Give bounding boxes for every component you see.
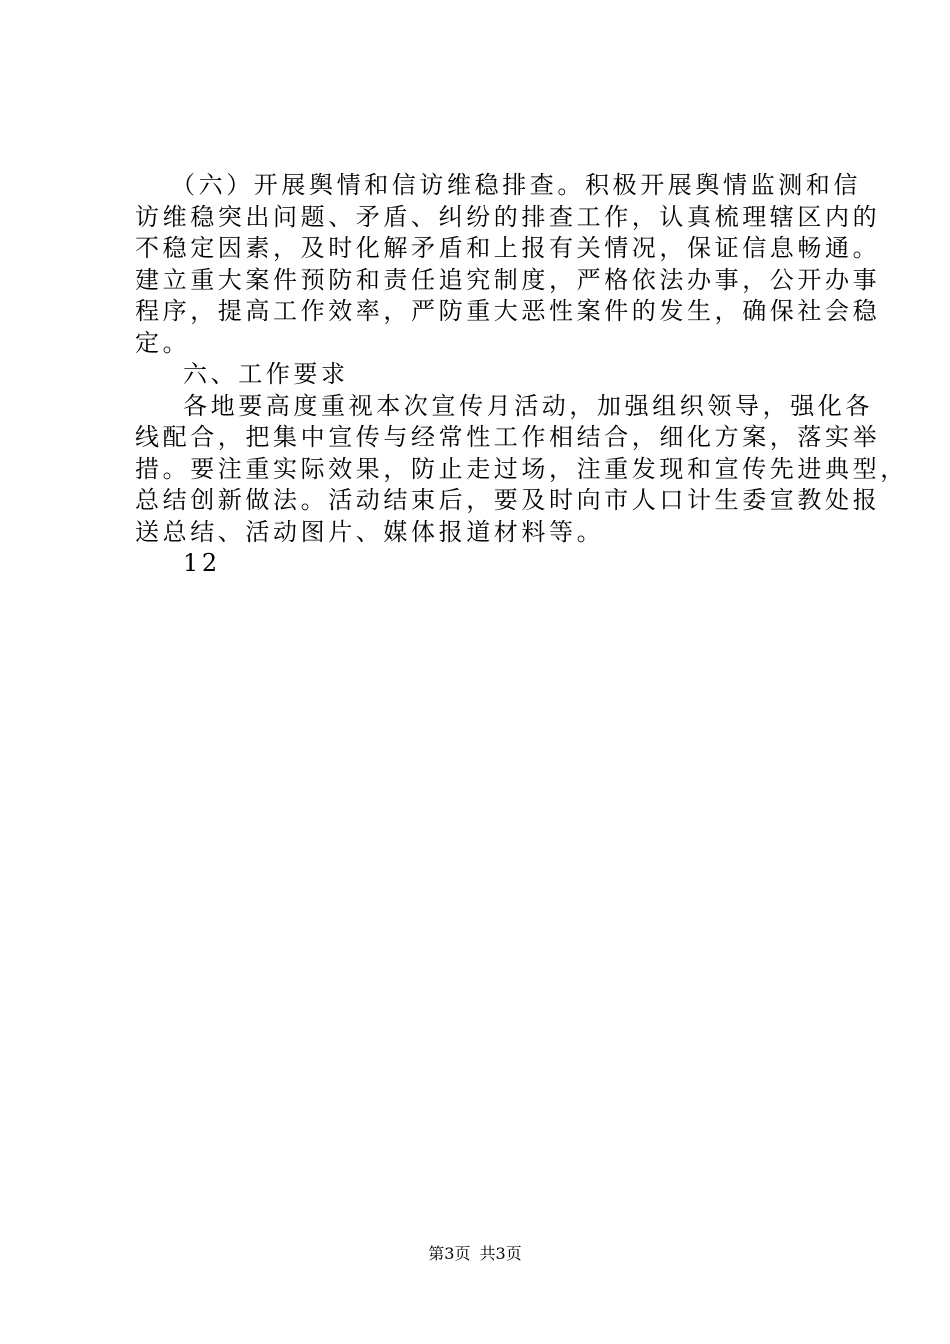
paragraph-line: 总结创新做法。活动结束后，要及时向市人口计生委宣教处报 (135, 486, 881, 514)
paragraph-line: 送总结、活动图片、媒体报道材料等。 (135, 517, 605, 546)
paragraph-line: 定。 (135, 328, 191, 357)
document-body (135, 170, 908, 580)
trailing-number: 12 (183, 549, 221, 577)
paragraph-line: 不稳定因素，及时化解矛盾和上报有关情况，保证信息畅通。 (135, 234, 881, 262)
paragraph-line: 措。要注重实际效果，防止走过场，注重发现和宣传先进典型， (135, 454, 908, 483)
paragraph-line: 线配合，把集中宣传与经常性工作相结合，细化方案，落实举 (135, 423, 881, 451)
page-total: 共3页 (479, 1244, 522, 1263)
paragraph-line: 各地要高度重视本次宣传月活动，加强组织领导，强化各 (183, 391, 873, 420)
paragraph-line: 程序，提高工作效率，严防重大恶性案件的发生，确保社会稳 (135, 297, 881, 325)
paragraph-line: 建立重大案件预防和责任追究制度，严格依法办事，公开办事 (135, 265, 881, 294)
page-number: 第3页 (428, 1244, 471, 1263)
page-footer (0, 1244, 950, 1264)
paragraph-line: 访维稳突出问题、矛盾、纠纷的排查工作，认真梳理辖区内的 (135, 202, 881, 231)
paragraph-line: （六）开展舆情和信访维稳排查。积极开展舆情监测和信 (171, 171, 861, 199)
section-heading: 六、工作要求 (183, 360, 349, 388)
